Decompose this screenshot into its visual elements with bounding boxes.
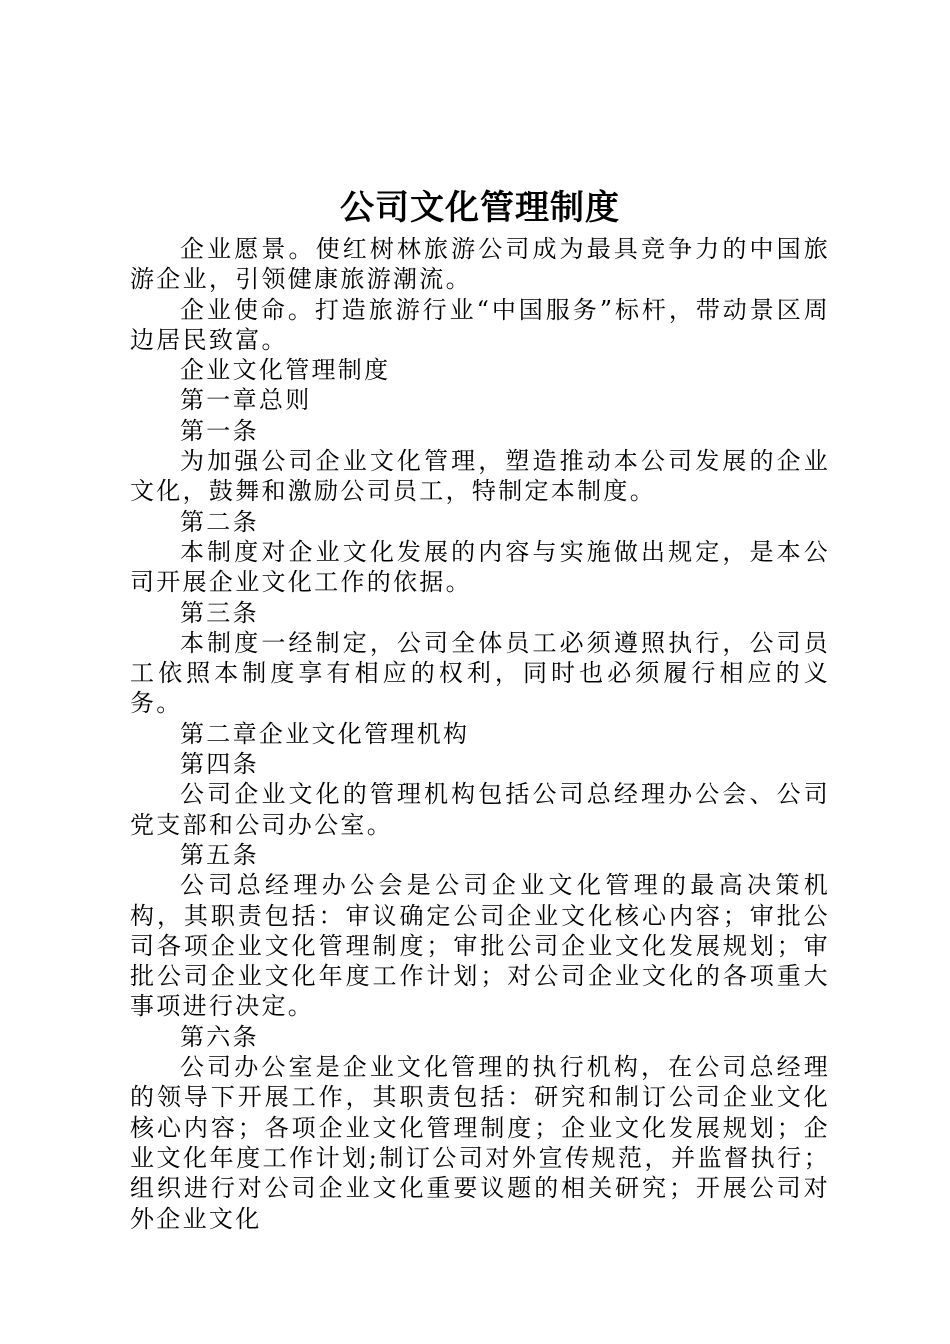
article-heading-6: 第六条: [180, 1022, 259, 1051]
article-body-3: 本制度一经制定，公司全体员工必须遵照执行，公司员工依照本制度享有相应的权利，同时也必须履行相应的义务。: [130, 628, 830, 718]
article-heading-3: 第三条: [180, 598, 259, 627]
paragraph-mission: 企业使命。打造旅游行业“中国服务”标杆，带动景区周边居民致富。: [130, 295, 830, 354]
article-heading-4: 第四条: [180, 750, 259, 779]
article-body-6: 公司办公室是企业文化管理的执行机构，在公司总经理的领导下开展工作，其职责包括：研究和制订公司企业文化核心内容；各项企业文化管理制度；企业文化发展规划；企业文化年度工作计划;制订公司对外宣传规范，并监督执行；组织进行对公司企业文化重要议题的相关研究；开展公司对外企业文化: [130, 1053, 830, 1233]
paragraph-vision: 企业愿景。使红树林旅游公司成为最具竞争力的中国旅游企业，引领健康旅游潮流。: [130, 235, 830, 294]
paragraph-heading: 企业文化管理制度: [180, 356, 391, 385]
article-heading-2: 第二条: [180, 507, 259, 536]
document-page: [130, 184, 830, 1234]
chapter-heading-1: 第一章总则: [180, 386, 312, 415]
article-body-5: 公司总经理办公会是公司企业文化管理的最高决策机构，其职责包括：审议确定公司企业文化核心内容；审批公司各项企业文化管理制度；审批公司企业文化发展规划；审批公司企业文化年度工作计划；对公司企业文化的各项重大事项进行决定。: [130, 871, 830, 1021]
document-title: 公司文化管理制度: [340, 188, 620, 228]
article-heading-5: 第五条: [180, 840, 259, 869]
article-body-2: 本制度对企业文化发展的内容与实施做出规定，是本公司开展企业文化工作的依据。: [130, 537, 830, 597]
article-body-1: 为加强公司企业文化管理，塑造推动本公司发展的企业文化，鼓舞和激励公司员工，特制定本制度。: [130, 447, 830, 506]
article-body-4: 公司企业文化的管理机构包括公司总经理办公会、公司党支部和公司办公室。: [130, 780, 830, 839]
chapter-heading-2: 第二章企业文化管理机构: [180, 719, 470, 748]
article-heading-1: 第一条: [180, 416, 259, 445]
